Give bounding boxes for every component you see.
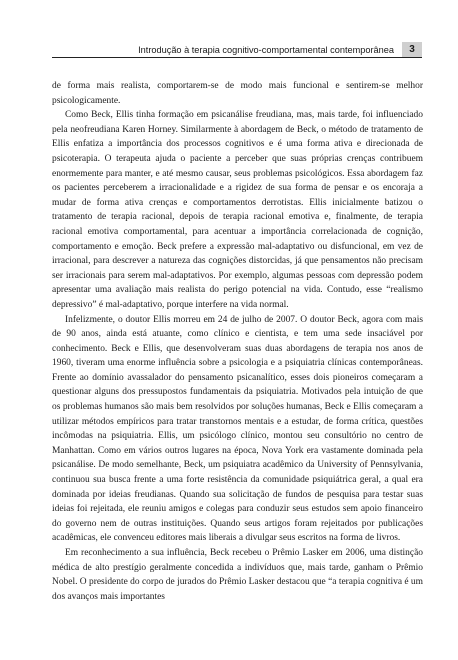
body-text: [52, 79, 423, 604]
page-number: 3: [402, 42, 422, 57]
paragraph: Infelizmente, o doutor Ellis morreu em 24 de julho de 2007. O doutor Beck, agora com mais de 90 anos, ainda está atuante, como clínico e cientista, e tem uma sede insaciável por conhecimento. Beck e Ellis, que desenvolveram suas duas abordagens de terapia nos anos de 1960, tiveram uma enorme influência sobre a psicologia e a psiquiatria clínicas contemporâneas. Frente ao domínio avassalador do pensamento psicanalítico, esses dois pioneiros começaram a questionar alguns dos pressupostos fundamentais da psiquiatria. Motivados pela intuição de que os problemas humanos são mais bem resolvidos por soluções humanas, Beck e Ellis começaram a utilizar métodos empíricos para tratar transtornos mentais e a estudar, de forma crítica, questões incômodas na psiquiatria. Ellis, um psicólogo clínico, montou seu consultório no centro de Manhattan. Como em vários outros lugares na época, Nova York era vastamente dominada pela psicanálise. De modo semelhante, Beck, um psiquiatra acadêmico da University of Pennsylvania, continuou sua busca frente a uma forte resistência da comunidade psiquiátrica geral, a qual era dominada por ideias freudianas. Quando sua solicitação de fundos de pesquisa para testar suas ideias foi rejeitada, ele reuniu amigos e colegas para conduzir seus estudos sem apoio financeiro do governo nem de outras instituições. Quando seus artigos foram rejeitados por publicações acadêmicas, ele convenceu editores mais liberais a divulgar seus escritos na forma de livros.: [52, 314, 423, 544]
running-head-title: Introdução à terapia cognitivo-comportamental contemporânea: [138, 45, 394, 55]
paragraph: de forma mais realista, comportarem-se de modo mais funcional e sentirem-se melhor psicologicamente.: [52, 81, 423, 106]
paragraph: Em reconhecimento a sua influência, Beck recebeu o Prêmio Lasker em 2006, uma distinção médica de alto prestígio geralmente concedida a indivíduos que, mais tarde, ganham o Prêmio Nobel. O presidente do corpo de jurados do Prêmio Lasker destacou que “a terapia cognitiva é um dos avanços mais importantes: [52, 548, 423, 602]
header-rule: [52, 57, 422, 58]
paragraph: Como Beck, Ellis tinha formação em psicanálise freudiana, mas, mais tarde, foi influenciado pela neofreudiana Karen Horney. Similarmente à abordagem de Beck, o método de tratamento de Ellis enfatiza a importância dos processos cognitivos e é uma forma ativa e direcionada de psicoterapia. O terapeuta ajuda o paciente a perceber que suas próprias crenças contribuem enormemente para manter, e até mesmo causar, seus problemas psicológicos. Essa abordagem faz os pacientes perceberem a irracionalidade e a rigidez de sua forma de pensar e os encoraja a mudar de forma ativa crenças e comportamentos derrotistas. Ellis inicialmente batizou o tratamento de terapia racional, depois de terapia racional emotiva e, finalmente, de terapia racional emotiva comportamental, para acentuar a importância correlacionada de cognição, comportamento e emoção. Beck prefere a expressão mal-adaptativo ou disfuncional, em vez de irracional, para descrever a natureza das cognições distorcidas, já que pensamentos não precisam ser irracionais para serem mal-adaptativos. Por exemplo, algumas pessoas com depressão podem apresentar uma avaliação mais realista do perigo potencial na vida. Contudo, esse “realismo depressivo” é mal-adaptativo, porque interfere na vida normal.: [52, 110, 423, 310]
